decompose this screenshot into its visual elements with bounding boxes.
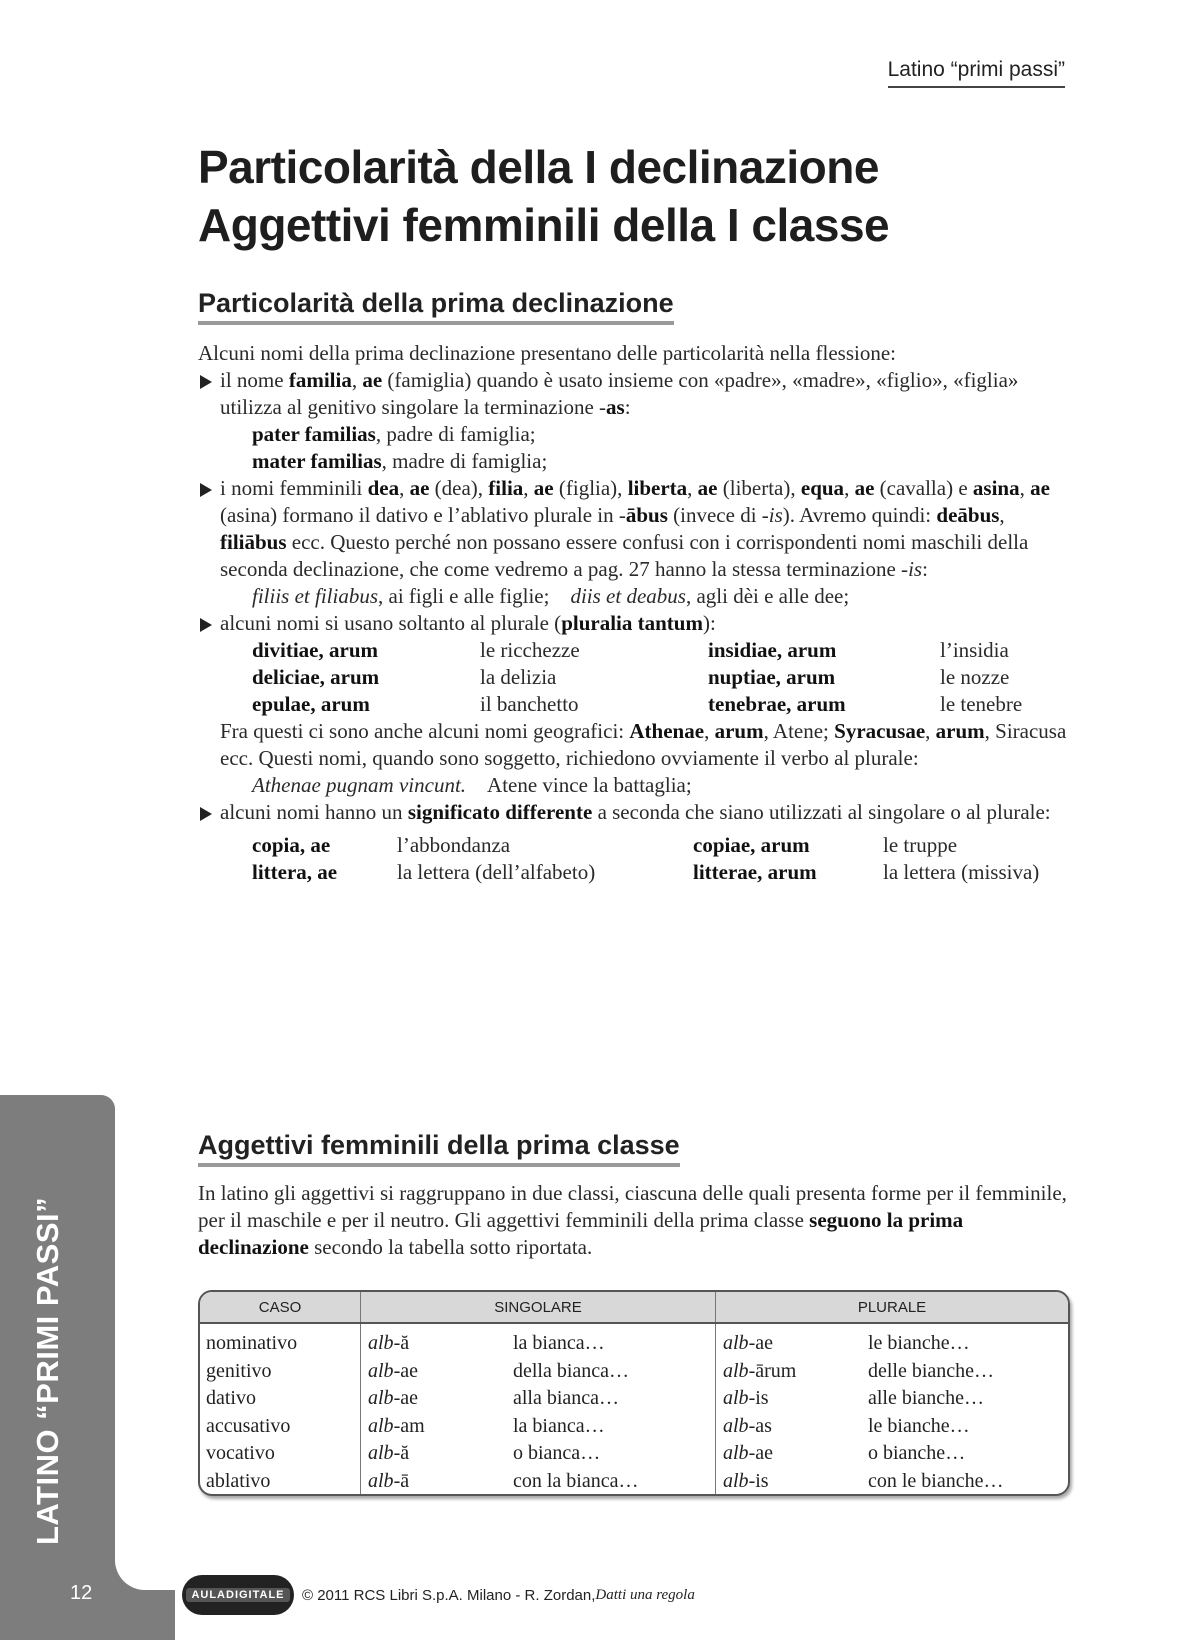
side-tab-label: LATINO “PRIMI PASSI”: [30, 1196, 65, 1545]
singular-row: alb-ă la bianca…: [368, 1332, 605, 1354]
header-singolare: SINGOLARE: [360, 1292, 715, 1322]
case-label: ablativo: [206, 1469, 271, 1492]
table-header: [200, 1292, 1068, 1324]
page-title-line-2: Aggettivi femminili della I classe: [198, 199, 890, 251]
pluralia-tantum-list: divitiae, arum le ricchezze insidiae, arum l’insidia deliciae, arum la delizia nuptiae, arum le nozze epulae, arum il banchetto tenebrae, arum le tenebre: [252, 638, 1023, 716]
footer-copyright: © 2011 RCS Libri S.p.A. Milano - R. Zordan,: [302, 1586, 596, 1604]
plural-row: alb-as le bianche…: [723, 1414, 970, 1437]
intro-paragraph: Alcuni nomi della prima declinazione presentano delle particolarità nella flessione:: [198, 341, 896, 365]
case-column: [200, 1324, 360, 1495]
plural-row: alb-ārum delle bianche…: [723, 1359, 995, 1382]
bullet-pluralia-tantum: alcuni nomi si usano soltanto al plurale (pluralia tantum):: [198, 610, 1068, 637]
case-label: dativo: [206, 1387, 256, 1409]
aggettivi-paragraph: In latino gli aggettivi si raggruppano in due classi, ciascuna delle quali presenta forme per il femminile, per il maschile e per il neutro. Gli aggettivi femminili della prima classe seguono la prima declinazione secondo la tabella sotto riportata.: [198, 1181, 1067, 1259]
singular-row: alb-ā con la bianca…: [368, 1469, 639, 1492]
declension-table: [198, 1290, 1070, 1496]
example-athenae: Athenae pugnam vincunt. Atene vince la battaglia;: [252, 773, 692, 797]
example-filiis-deabus: filiis et filiabus, ai figli e alle figlie; diis et deabus, agli dèi e alle dee;: [252, 584, 850, 608]
plural-row: alb-ae o bianche…: [723, 1442, 966, 1464]
significato-differente-list: copia, ae l’abbondanza copiae, arum le truppe littera, ae la lettera (dell’alfabeto) litterae, arum la lettera (missiva): [252, 833, 1040, 884]
plural-column: [715, 1324, 1068, 1495]
bullet-familia: il nome familia, ae (famiglia) quando è usato insieme con «padre», «madre», «figlio», «figlia» utilizza al genitivo singolare la terminazione -as:: [198, 367, 1068, 421]
page-title: [198, 138, 1098, 254]
plural-row: alb-is con le bianche…: [723, 1469, 1004, 1492]
example-mater-familias: mater familias, madre di famiglia;: [252, 449, 548, 473]
footer-book-title: Datti una regola: [595, 1586, 695, 1603]
bullet-significato-differente: alcuni nomi hanno un significato differente a seconda che siano utilizzati al singolare o al plurale:: [198, 799, 1068, 826]
singular-column: [360, 1324, 715, 1495]
example-pater-familias: pater familias, padre di famiglia;: [252, 422, 536, 446]
auladigitale-logo: AULADIGITALE: [182, 1575, 294, 1615]
singular-row: alb-ae alla bianca…: [368, 1387, 620, 1409]
case-label: vocativo: [206, 1442, 275, 1464]
side-tab-corner: [115, 1530, 175, 1590]
section-body-aggettivi: [198, 1180, 1068, 1261]
case-label: genitivo: [206, 1359, 272, 1382]
page-title-line-1: Particolarità della I declinazione: [198, 141, 879, 193]
geographic-names-paragraph: Fra questi ci sono anche alcuni nomi geografici: Athenae, arum, Atene; Syracusae, arum, Siracusa ecc. Questi nomi, quando sono soggetto, richiedono ovviamente il verbo al plurale:: [220, 719, 1067, 770]
header-plurale: PLURALE: [715, 1292, 1068, 1322]
footer: [182, 1575, 695, 1615]
header-caso: CASO: [258, 1298, 302, 1316]
running-header: Latino “primi passi”: [888, 58, 1065, 88]
plural-row: alb-is alle bianche…: [723, 1387, 985, 1409]
section-heading-particolarita: Particolarità della prima declinazione: [198, 288, 674, 325]
singular-row: alb-am la bianca…: [368, 1414, 605, 1437]
bullet-dea-filia: i nomi femminili dea, ae (dea), filia, ae (figlia), liberta, ae (liberta), equa, ae (cavalla) e asina, ae (asina) formano il dativo e l’ablativo plurale in -ābus (invece di -is). Avremo quindi: deābus, filiābus ecc. Questo perché non possano essere confusi con i corrispondenti nomi maschili della seconda declinazione, che come vedremo a pag. 27 hanno la stessa terminazione -is:: [198, 475, 1068, 583]
plural-row: alb-ae le bianche…: [723, 1332, 970, 1354]
section-body-particolarita: [198, 340, 1068, 886]
page-number: 12: [70, 1582, 93, 1604]
section-heading-aggettivi: Aggettivi femminili della prima classe: [198, 1130, 680, 1167]
singular-row: alb-ă o bianca…: [368, 1442, 601, 1464]
case-label: nominativo: [206, 1332, 298, 1354]
case-label: accusativo: [206, 1414, 291, 1437]
singular-row: alb-ae della bianca…: [368, 1359, 630, 1382]
